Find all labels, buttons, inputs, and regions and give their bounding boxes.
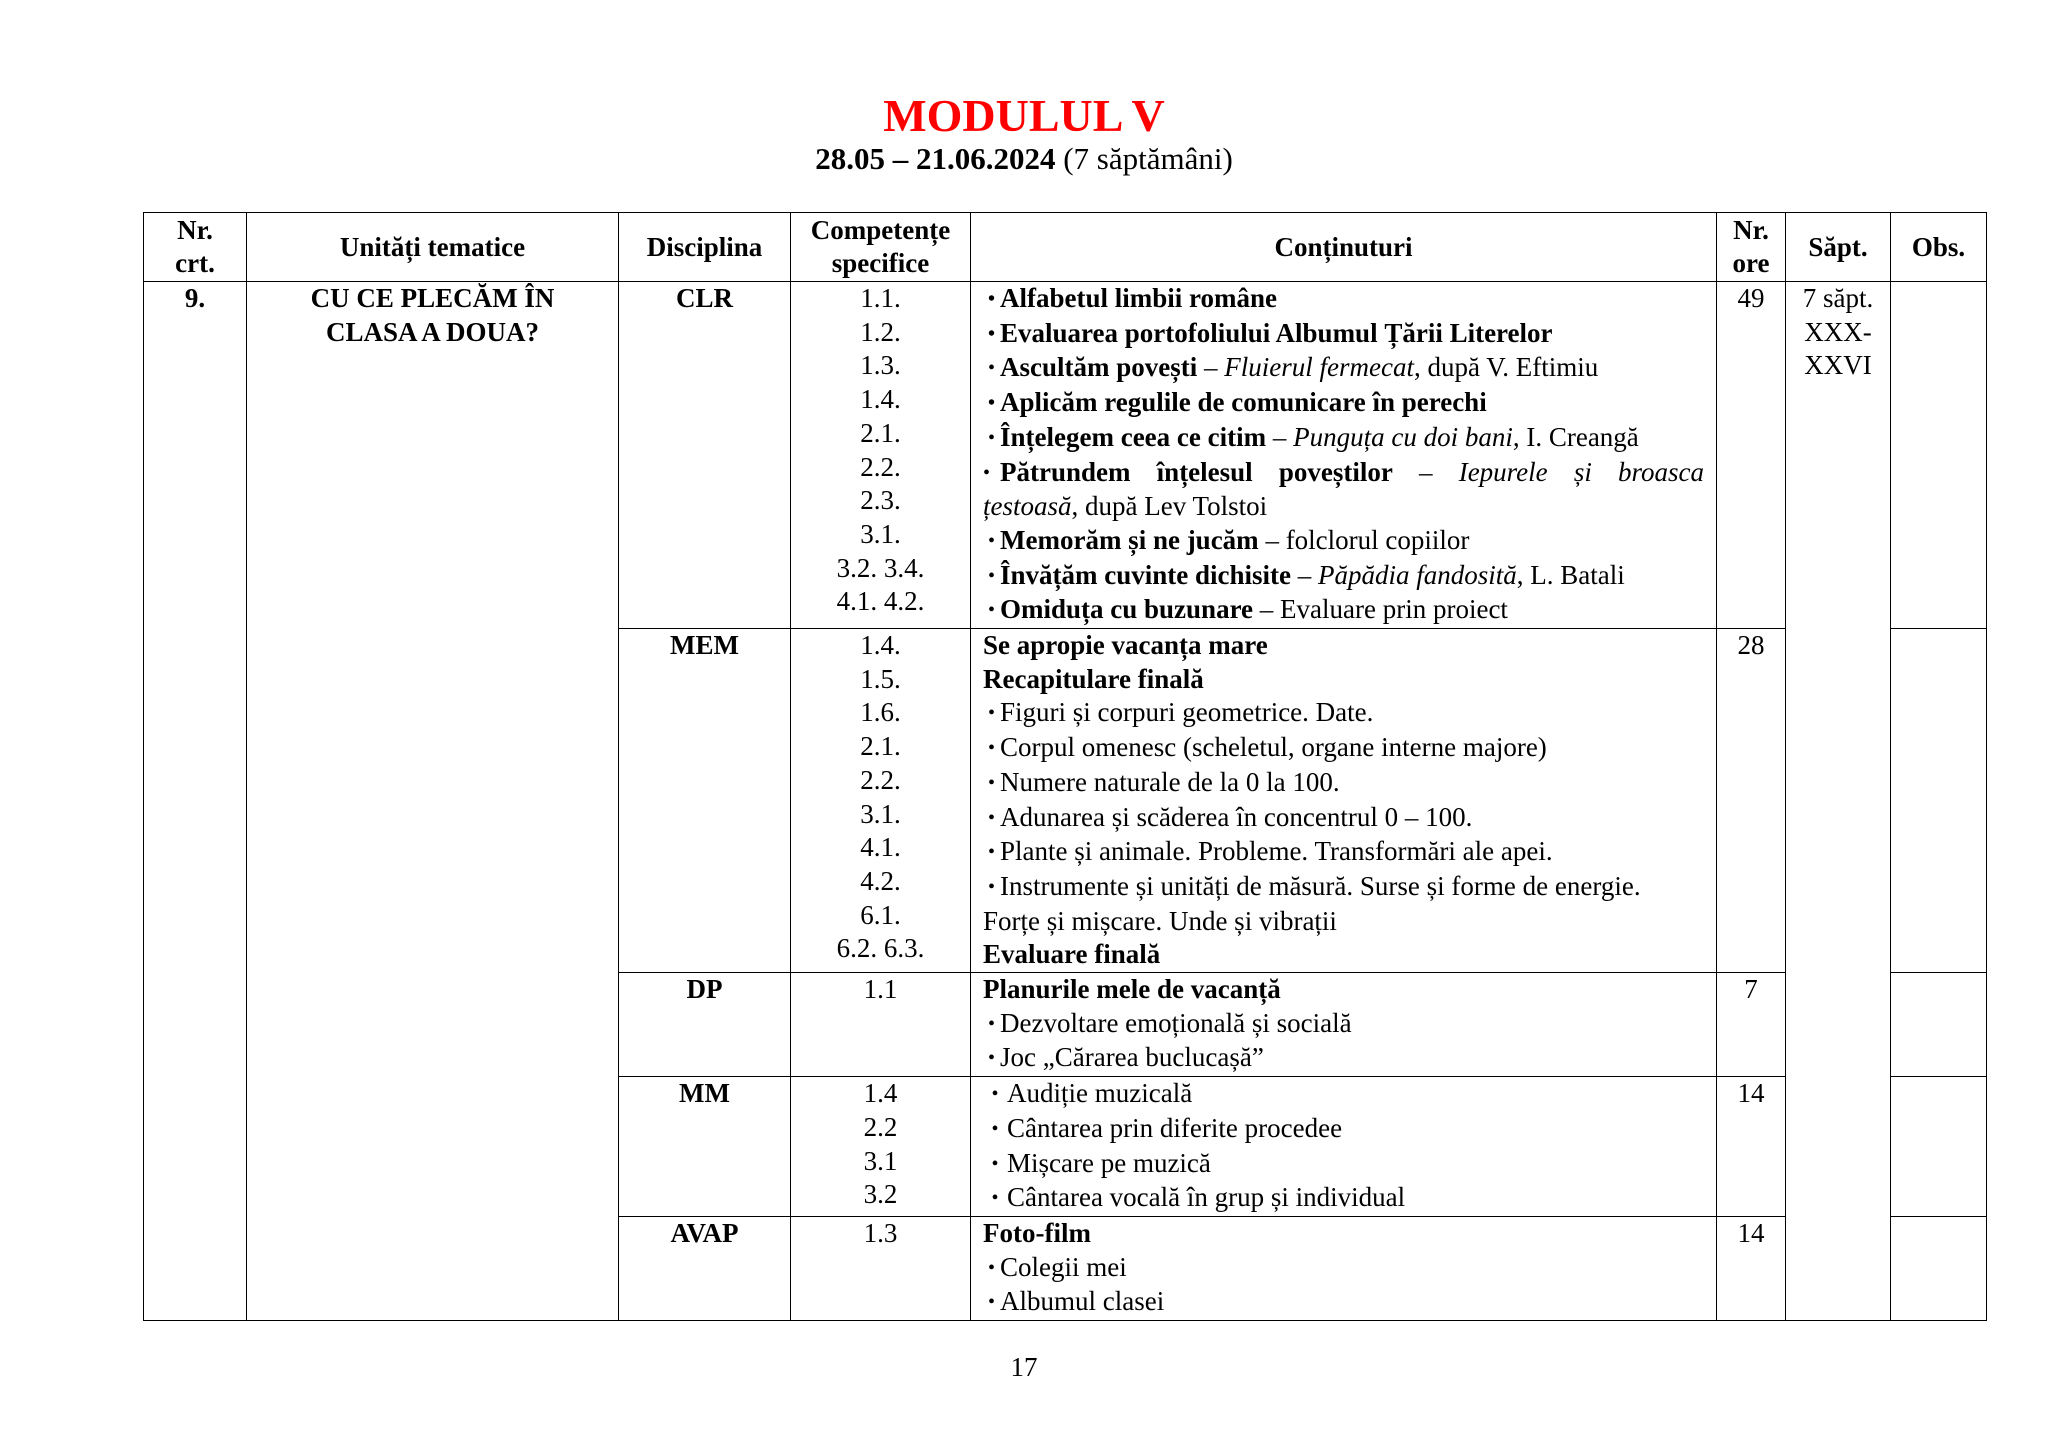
duration: (7 săptămâni) (1063, 141, 1233, 176)
col-unitati-tematice: Unități tematice (247, 213, 619, 282)
obs-avap (1891, 1216, 1987, 1320)
competences-avap: 1.3 (791, 1216, 971, 1320)
obs-clr (1891, 282, 1987, 629)
section-heading: Se apropie vacanța mare (983, 630, 1268, 661)
thematic-unit: CU CE PLECĂM ÎN CLASA A DOUA? (247, 282, 619, 1321)
competences-mem: 1.4. 1.5. 1.6. 2.1. 2.2. 3.1. 4.1. 4.2. 6.1. 6.2. 6.3. (791, 629, 971, 973)
list-item: • Colegii mei (983, 1251, 1704, 1286)
weeks: 7 săpt. XXX- XXVI (1786, 282, 1891, 1321)
discipline-mem: MEM (619, 629, 791, 973)
hours-mm: 14 (1717, 1077, 1786, 1217)
list-item: • Plante și animale. Probleme. Transformări ale apei. (983, 835, 1704, 870)
list-item-continuation: țestoasă, după Lev Tolstoi (983, 491, 1268, 522)
list-item: • Cântarea prin diferite procedee (983, 1112, 1704, 1147)
list-item: • Numere naturale de la 0 la 100. (983, 766, 1704, 801)
section-heading: Planurile mele de vacanță (983, 974, 1281, 1005)
header-row (144, 213, 1987, 282)
competences-dp: 1.1 (791, 973, 971, 1077)
final-evaluation: Evaluare finală (983, 939, 1161, 970)
contents-mem (971, 629, 1717, 973)
list-item: • Figuri și corpuri geometrice. Date. (983, 696, 1704, 731)
date-range: 28.05 – 21.06.2024 (815, 141, 1056, 176)
table-row-clr (144, 282, 1987, 629)
list-item: • Instrumente și unități de măsură. Surse și forme de energie. (983, 870, 1704, 905)
hours-mem: 28 (1717, 629, 1786, 973)
list-item: • Mișcare pe muzică (983, 1147, 1704, 1182)
list-item: • Albumul clasei (983, 1285, 1704, 1320)
planning-table (143, 212, 1987, 1321)
list-item: • Memorăm și ne jucăm – folclorul copiilor (983, 524, 1704, 559)
list-item: • Dezvoltare emoțională și socială (983, 1007, 1704, 1042)
list-item: • Audiție muzicală (983, 1077, 1704, 1112)
list-item-continuation: Forțe și mișcare. Unde și vibrații (983, 905, 1337, 936)
obs-mem (1891, 629, 1987, 973)
contents-mm (971, 1077, 1717, 1217)
hours-dp: 7 (1717, 973, 1786, 1077)
list-item: • Pătrundem înțelesul poveștilor – Iepurele și broasca (983, 456, 1704, 491)
hours-avap: 14 (1717, 1216, 1786, 1320)
module-title: MODULUL V (883, 90, 1165, 141)
discipline-clr: CLR (619, 282, 791, 629)
list-item: • Aplicăm regulile de comunicare în perechi (983, 386, 1704, 421)
module-period (0, 139, 2048, 179)
section-heading: Foto-film (983, 1217, 1091, 1248)
discipline-mm: MM (619, 1077, 791, 1217)
competences-mm: 1.4 2.2 3.1 3.2 (791, 1077, 971, 1217)
section-heading: Recapitulare finală (983, 663, 1204, 694)
discipline-avap: AVAP (619, 1216, 791, 1320)
list-item: • Învățăm cuvinte dichisite – Păpădia fandosită, L. Batali (983, 559, 1704, 594)
col-disciplina: Disciplina (619, 213, 791, 282)
col-nr-ore: Nr. ore (1717, 213, 1786, 282)
list-item: • Adunarea și scăderea în concentrul 0 – 100. (983, 801, 1704, 836)
list-item: • Evaluarea portofoliului Albumul Țării Literelor (983, 317, 1704, 352)
contents-dp (971, 973, 1717, 1077)
col-nr-crt: Nr. crt. (144, 213, 247, 282)
hours-clr: 49 (1717, 282, 1786, 629)
discipline-dp: DP (619, 973, 791, 1077)
row-number: 9. (144, 282, 247, 1321)
col-sapt: Săpt. (1786, 213, 1891, 282)
contents-clr (971, 282, 1717, 629)
list-item: • Alfabetul limbii române (983, 282, 1704, 317)
list-item: • Înțelegem ceea ce citim – Punguța cu doi bani, I. Creangă (983, 421, 1704, 456)
obs-mm (1891, 1077, 1987, 1217)
obs-dp (1891, 973, 1987, 1077)
list-item: • Cântarea vocală în grup și individual (983, 1181, 1704, 1216)
contents-avap (971, 1216, 1717, 1320)
list-item: • Corpul omenesc (scheletul, organe interne majore) (983, 731, 1704, 766)
list-item: • Joc „Cărarea buclucașă” (983, 1041, 1704, 1076)
col-continuturi: Conținuturi (971, 213, 1717, 282)
page-number: 17 (1010, 1352, 1038, 1382)
list-item: • Ascultăm povești – Fluierul fermecat, după V. Eftimiu (983, 351, 1704, 386)
competences-clr: 1.1. 1.2. 1.3. 1.4. 2.1. 2.2. 2.3. 3.1. 3.2. 3.4. 4.1. 4.2. (791, 282, 971, 629)
list-item: • Omiduța cu buzunare – Evaluare prin proiect (983, 593, 1704, 628)
col-competente: Competențe specifice (791, 213, 971, 282)
col-obs: Obs. (1891, 213, 1987, 282)
